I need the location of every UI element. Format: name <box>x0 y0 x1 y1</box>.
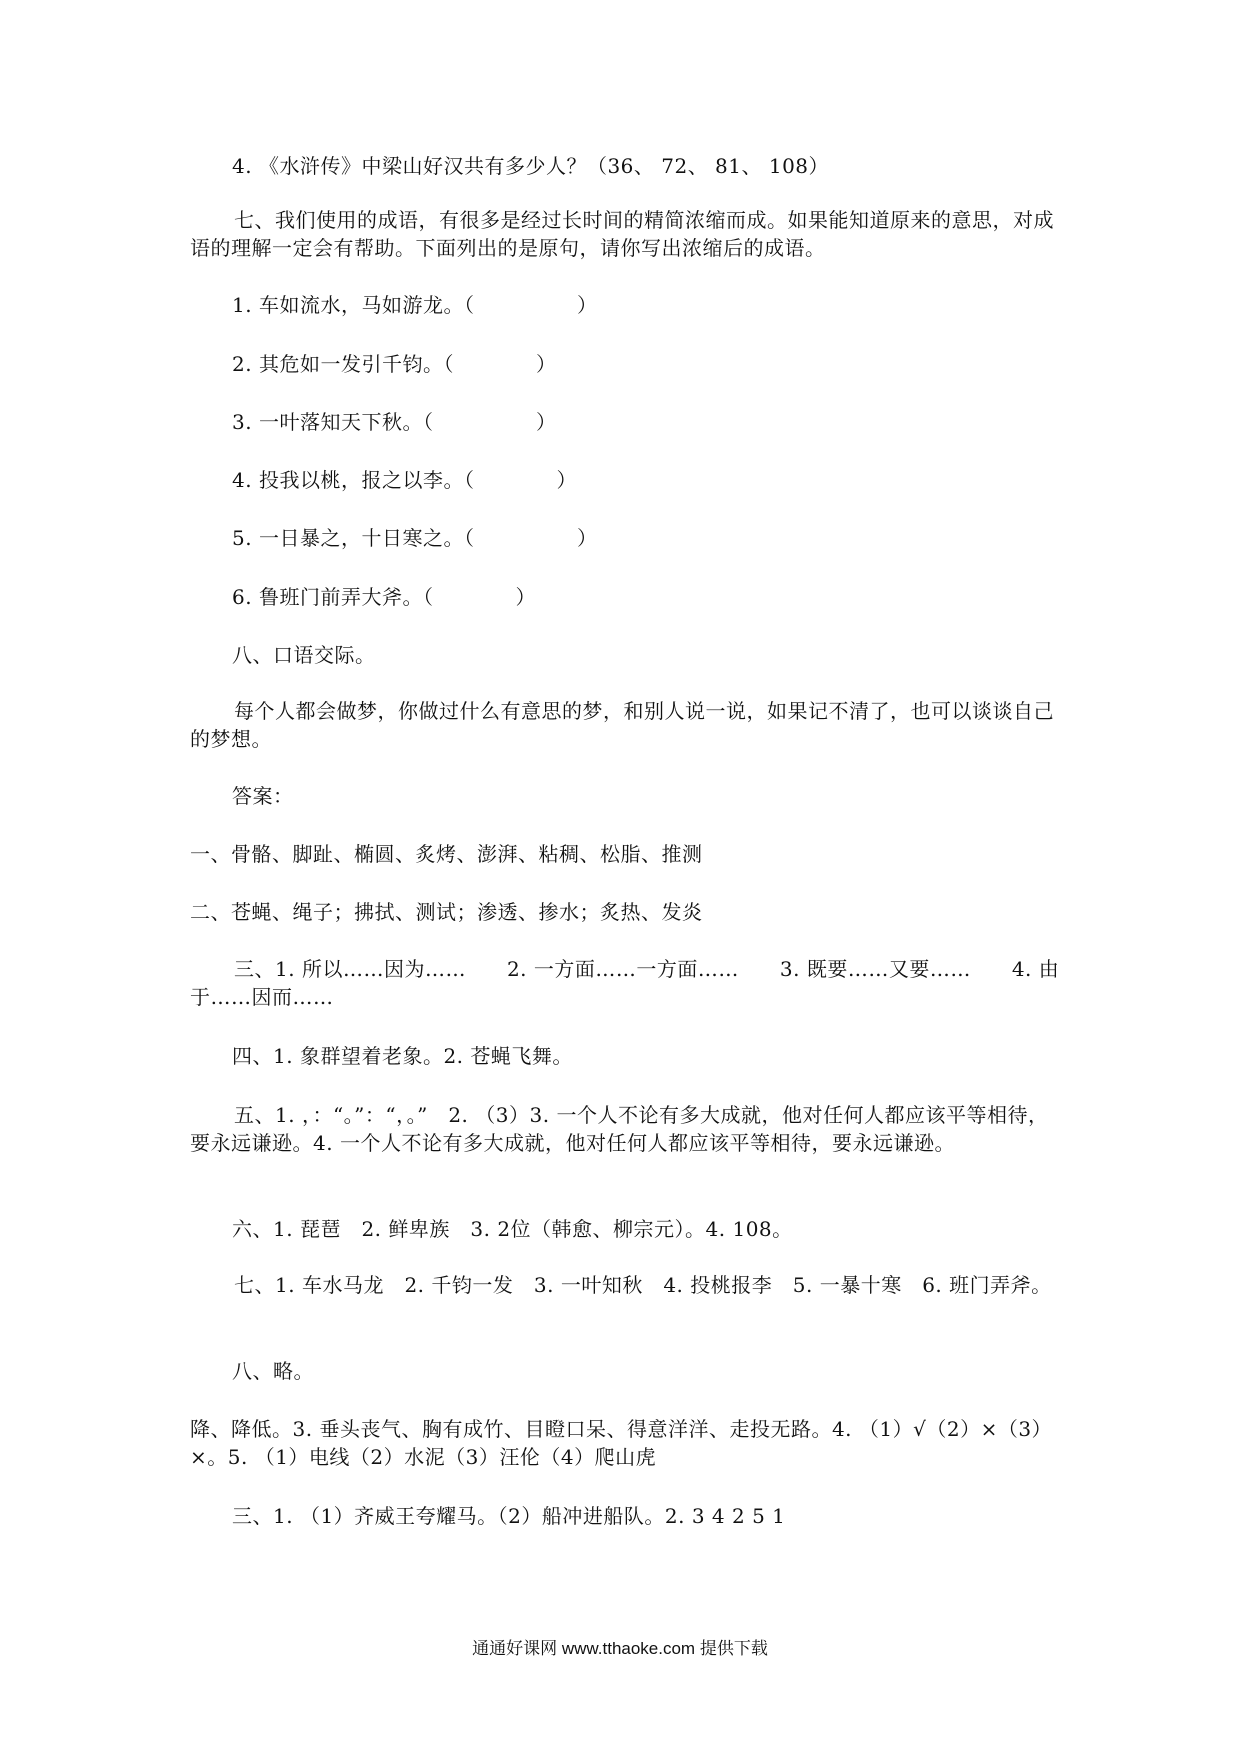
question-7-6: 6. 鲁班门前弄大斧。（ ） <box>232 585 536 609</box>
answer-7: 七、1. 车水马龙 2. 千钧一发 3. 一叶知秋 4. 投桃报李 5. 一暴十寒 6. 班门弄斧。 <box>234 1273 1052 1297</box>
question-6-4: 4. 《水浒传》中梁山好汉共有多少人？（36、 72、 81、 108） <box>232 154 830 178</box>
answer-6: 六、1. 琵琶 2. 鲜卑族 3. 2位（韩愈、柳宗元）。4. 108。 <box>232 1217 793 1241</box>
question-7-4: 4. 投我以桃，报之以李。（ ） <box>232 468 577 492</box>
question-7-5: 5. 一日暴之，十日寒之。（ ） <box>232 526 598 550</box>
answer-3: 三、1. 所以……因为…… 2. 一方面……一方面…… 3. 既要……又要…… 4. 由于……因而…… <box>190 957 1060 1009</box>
answer-8: 八、略。 <box>232 1359 314 1383</box>
extra-answer-3: 三、1. （1）齐威王夸耀马。（2）船冲进船队。2. 3 4 2 5 1 <box>232 1504 786 1528</box>
extra-answer-fragment: 降、降低。3. 垂头丧气、胸有成竹、目瞪口呆、得意洋洋、走投无路。4. （1）√（2）×（3）×。5. （1）电线（2）水泥（3）汪伦（4）爬山虎 <box>190 1417 1053 1469</box>
answer-4: 四、1. 象群望着老象。2. 苍蝇飞舞。 <box>232 1044 573 1068</box>
answer-5: 五、1. ，：“。”：“，。” 2. （3）3. 一个人不论有多大成就，他对任何人都应该平等相待，要永远谦逊。4. 一个人不论有多大成就，他对任何人都应该平等相待，要永远谦逊。 <box>190 1103 1049 1155</box>
section-8-prompt: 每个人都会做梦，你做过什么有意思的梦，和别人说一说，如果记不清了，也可以谈谈自己的梦想。 <box>190 699 1054 751</box>
question-7-1: 1. 车如流水，马如游龙。（ ） <box>232 293 598 317</box>
question-7-2: 2. 其危如一发引千钧。（ ） <box>232 352 557 376</box>
section-7-instructions: 七、我们使用的成语，有很多是经过长时间的精简浓缩而成。如果能知道原来的意思，对成语的理解一定会有帮助。下面列出的是原句，请你写出浓缩后的成语。 <box>190 208 1054 260</box>
question-7-3: 3. 一叶落知天下秋。（ ） <box>232 410 557 434</box>
section-8-heading: 八、口语交际。 <box>232 643 376 667</box>
answers-heading: 答案： <box>232 784 294 808</box>
footer-credit: 通通好课网 www.tthaoke.com 提供下载 <box>472 1639 768 1658</box>
answer-2: 二、苍蝇、绳子；拂拭、测试；渗透、掺水；炙热、发炎 <box>190 900 703 924</box>
answer-1: 一、骨骼、脚趾、椭圆、炙烤、澎湃、粘稠、松脂、推测 <box>190 842 703 866</box>
